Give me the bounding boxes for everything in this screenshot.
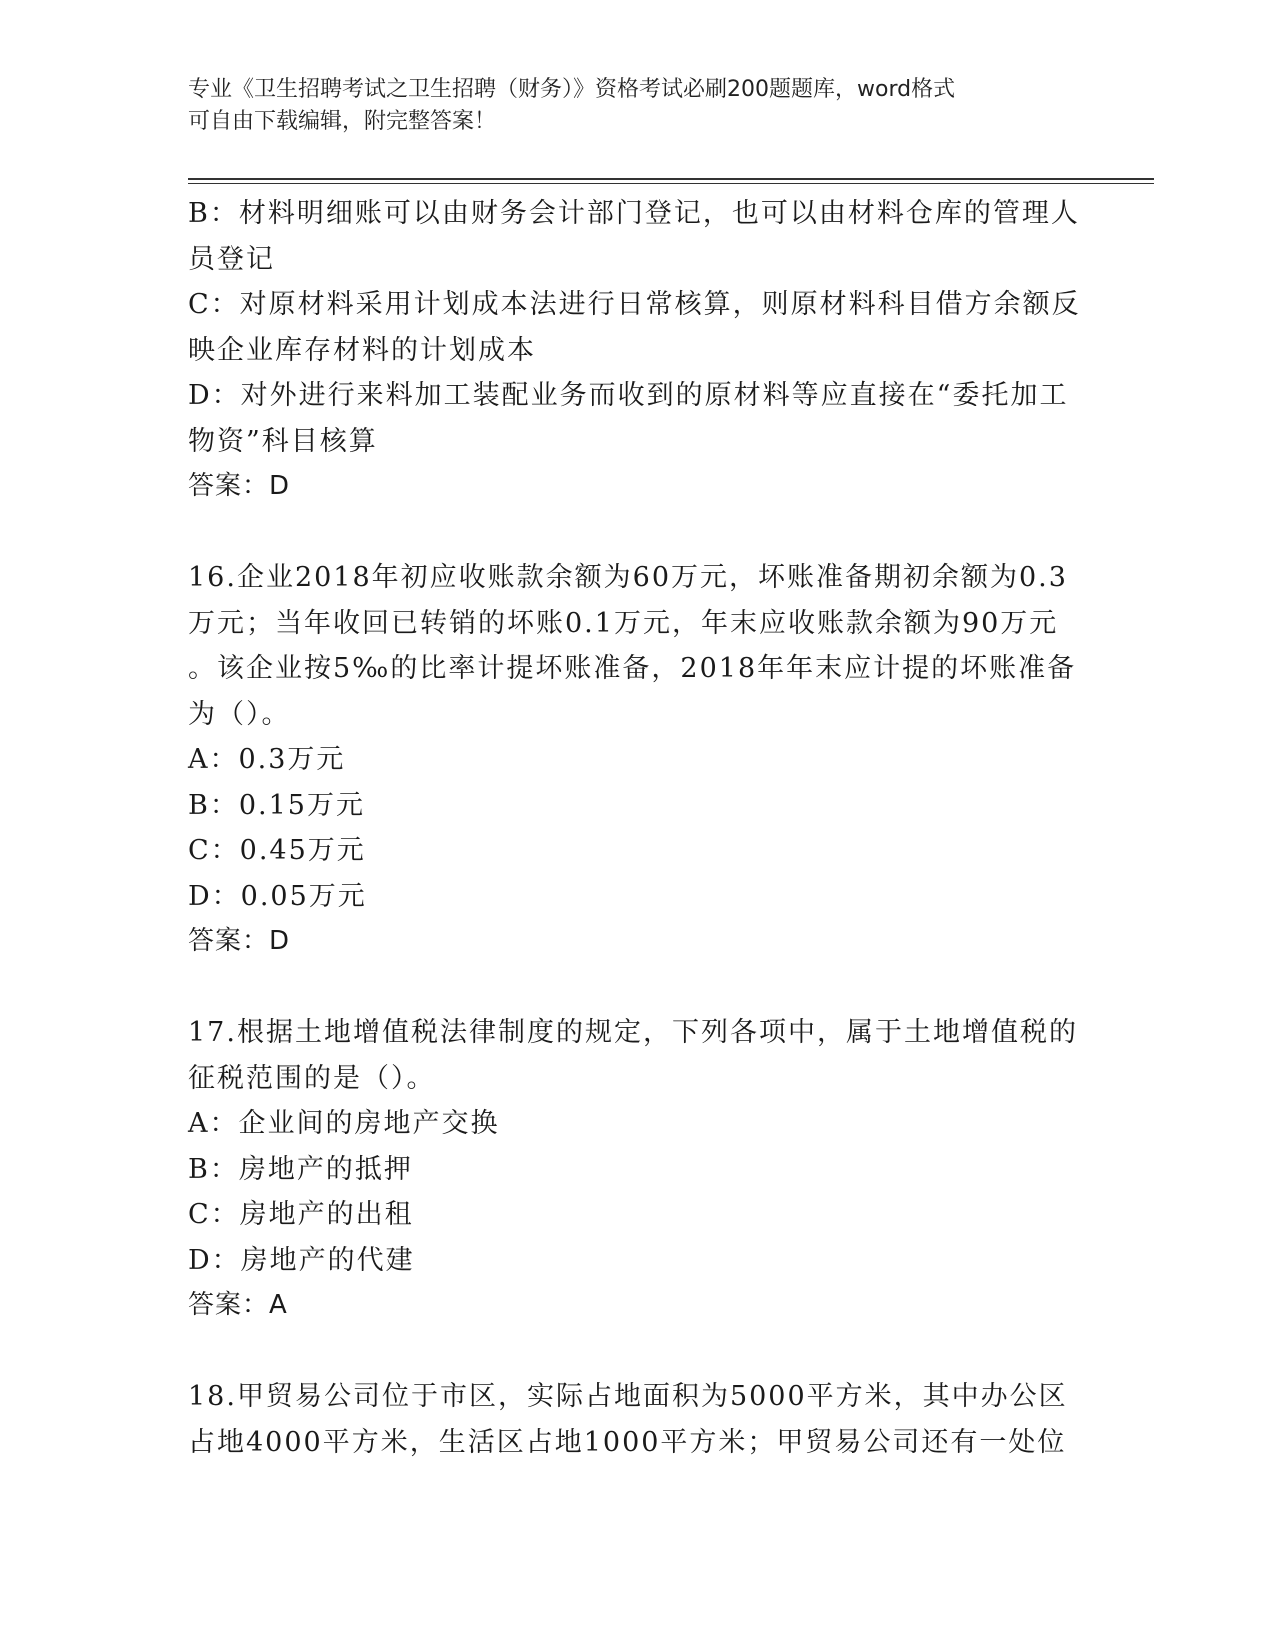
answer-17: 答案：A bbox=[188, 1290, 288, 1320]
option-c: C：房地产的出租 bbox=[188, 1199, 414, 1230]
option-b: B：0.15万元 bbox=[188, 789, 365, 821]
question-content bbox=[188, 191, 1088, 1465]
question-18-stem-line-2: 占地4000平方米，生活区占地1000平方米；甲贸易公司还有一处位 bbox=[188, 1426, 1067, 1458]
question-17 bbox=[188, 1010, 1088, 1329]
option-d: D：0.05万元 bbox=[188, 880, 367, 912]
question-16-stem-line-2: 万元；当年收回已转销的坏账0.1万元，年末应收账款余额为90万元 bbox=[188, 607, 1059, 639]
header-line-2: 可自由下载编辑，附完整答案！ bbox=[188, 109, 497, 134]
answer-16: 答案：D bbox=[188, 926, 291, 956]
header-rule-thin bbox=[188, 183, 1154, 184]
option-c-line-1: C：对原材料采用计划成本法进行日常核算，则原材料科目借方余额反 bbox=[188, 289, 1081, 320]
answer-15: 答案：D bbox=[188, 471, 291, 501]
question-17-stem-line-1: 17.根据土地增值税法律制度的规定，下列各项中，属于土地增值税的 bbox=[188, 1017, 1078, 1048]
header-rule-thick bbox=[188, 178, 1154, 180]
spacer bbox=[188, 510, 1088, 556]
option-c: C：0.45万元 bbox=[188, 835, 366, 866]
option-d-line-2: 物资”科目核算 bbox=[188, 425, 378, 457]
option-d: D：房地产的代建 bbox=[188, 1244, 415, 1276]
option-d-line-1: D：对外进行来料加工装配业务而收到的原材料等应直接在“委托加工 bbox=[188, 380, 1069, 411]
option-b-line-2: 员登记 bbox=[188, 243, 275, 275]
option-a: A：企业间的房地产交换 bbox=[188, 1108, 500, 1139]
question-15 bbox=[188, 191, 1088, 510]
option-b: B：房地产的抵押 bbox=[188, 1153, 413, 1185]
question-17-stem-line-2: 征税范围的是（）。 bbox=[188, 1062, 436, 1094]
question-16-stem-line-3: 。该企业按5‰的比率计提坏账准备，2018年年末应计提的坏账准备 bbox=[188, 653, 1077, 684]
question-16-stem-line-1: 16.企业2018年初应收账款余额为60万元，坏账准备期初余额为0.3 bbox=[188, 562, 1068, 593]
option-c-line-2: 映企业库存材料的计划成本 bbox=[188, 334, 536, 366]
question-16-stem-line-4: 为（）。 bbox=[188, 698, 291, 730]
option-a: A：0.3万元 bbox=[188, 744, 346, 775]
question-18 bbox=[188, 1374, 1088, 1465]
spacer bbox=[188, 1329, 1088, 1375]
spacer bbox=[188, 965, 1088, 1011]
option-b-line-1: B：材料明细账可以由财务会计部门登记，也可以由材料仓库的管理人 bbox=[188, 198, 1080, 229]
document-header bbox=[188, 74, 1068, 138]
question-16 bbox=[188, 555, 1088, 965]
header-line-1: 专业《卫生招聘考试之卫生招聘（财务）》资格考试必刷200题题库，word格式 bbox=[188, 77, 956, 102]
question-18-stem-line-1: 18.甲贸易公司位于市区，实际占地面积为5000平方米，其中办公区 bbox=[188, 1381, 1068, 1412]
